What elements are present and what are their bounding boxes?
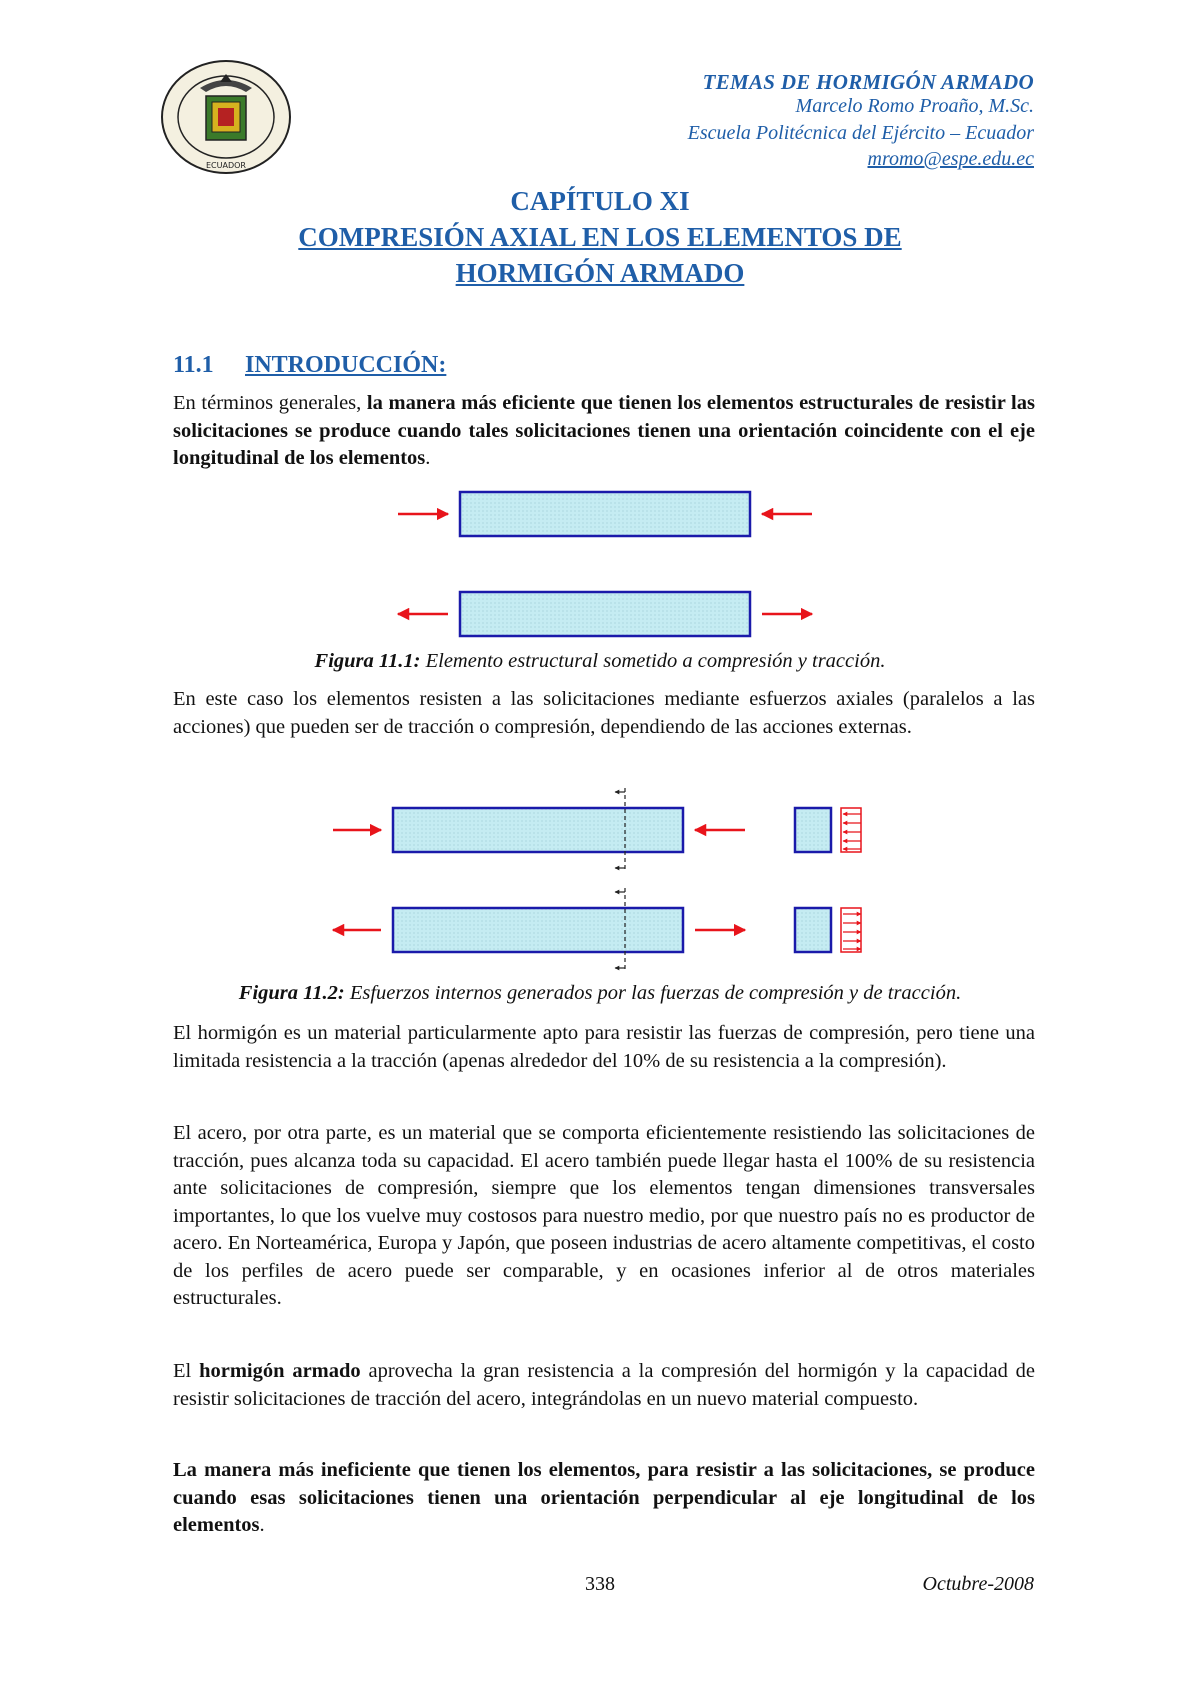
footer-date: Octubre-2008	[922, 1573, 1034, 1595]
paragraph-3: El hormigón es un material particularmente apto para resistir las fuerzas de compresión, pero tiene una limitada resistencia a la tracción (apenas alrededor del 10% de su resistencia a la compresión).	[173, 1022, 1035, 1072]
paragraph-1	[173, 390, 1035, 473]
section-number: 11.1	[173, 352, 214, 378]
logo-bottom-text: ECUADOR	[206, 161, 246, 170]
section-title: INTRODUCCIÓN:	[245, 352, 447, 378]
chapter-number: CAPÍTULO XI	[510, 186, 690, 216]
p5-rest: aprovecha la gran resistencia a la compresión del hormigón y la capacidad de resistir solicitaciones de tracción del acero, integrándolas en un nuevo material compuesto.	[173, 1360, 1036, 1410]
element-bar-compression	[460, 492, 750, 536]
figure-11-1	[390, 486, 820, 646]
paragraph-2: En este caso los elementos resisten a las solicitaciones mediante esfuerzos axiales (paralelos a las acciones) que pueden ser de tracción o compresión, dependiendo de las acciones externas.	[173, 688, 1035, 738]
chapter-title-line2: HORMIGÓN ARMADO	[455, 258, 745, 288]
cut-section-tension	[795, 908, 831, 952]
fig2-label: Figura 11.2:	[238, 982, 345, 1004]
header-author: Marcelo Romo Proaño, M.Sc.	[795, 95, 1034, 117]
p5-bold-text: hormigón armado	[199, 1360, 361, 1382]
figure-11-2-caption	[0, 982, 1200, 1005]
p6-end: .	[259, 1514, 265, 1536]
chapter-title-line1: COMPRESIÓN AXIAL EN LOS ELEMENTOS DE	[298, 222, 902, 252]
header-book-title: TEMAS DE HORMIGÓN ARMADO	[702, 70, 1034, 94]
element-bar-tension	[460, 592, 750, 636]
fig1-label: Figura 11.1:	[314, 650, 421, 672]
figure-11-1-caption	[0, 650, 1200, 673]
p1-end: .	[425, 447, 431, 469]
institution-seal-logo	[160, 58, 292, 176]
header-institution: Escuela Politécnica del Ejército – Ecuador	[687, 122, 1034, 144]
element-bar-tension-2	[393, 908, 683, 952]
figure-11-2	[325, 776, 895, 976]
fig2-text: Esfuerzos internos generados por las fuerzas de compresión y de tracción.	[344, 982, 962, 1004]
header-email-link[interactable]: mromo@espe.edu.ec	[867, 148, 1034, 170]
p6-bold-text: La manera más ineficiente que tienen los elementos, para resistir a las solicitaciones, se produce cuando esas solicitaciones tienen una orientación perpendicular al eje longitudinal de los elementos	[173, 1459, 1035, 1536]
section-heading	[173, 352, 446, 379]
paragraph-6	[173, 1457, 1035, 1540]
p1-bold-text: la manera más eficiente que tienen los elementos estructurales de resistir las solicitaciones se produce cuando tales solicitaciones tienen una orientación coincidente con el eje longitudinal de los elementos	[173, 392, 1035, 469]
p1-normal-text: En términos generales,	[173, 392, 367, 414]
cut-section-compression	[795, 808, 831, 852]
paragraph-5	[173, 1358, 1035, 1413]
element-bar-compression-2	[393, 808, 683, 852]
fig1-text: Elemento estructural sometido a compresión y tracción.	[420, 650, 886, 672]
page-number: 338	[585, 1573, 615, 1595]
paragraph-4: El acero, por otra parte, es un material que se comporta eficientemente resistiendo las solicitaciones de tracción, pues alcanza toda su capacidad. El acero también puede llegar hasta el 100% de su resistencia ante solicitaciones de compresión, siempre que los elementos tengan dimensiones transversales importantes, lo que los vuelve muy costosos para nuestro medio, por que nuestro país no es productor de acero. En Norteamérica, Europa y Japón, que poseen industrias de acero altamente competitivas, el costo de los perfiles de acero puede ser comparable, y en ocasiones inferior al de otros materiales estructurales.	[173, 1122, 1035, 1309]
p5-start: El	[173, 1360, 200, 1382]
